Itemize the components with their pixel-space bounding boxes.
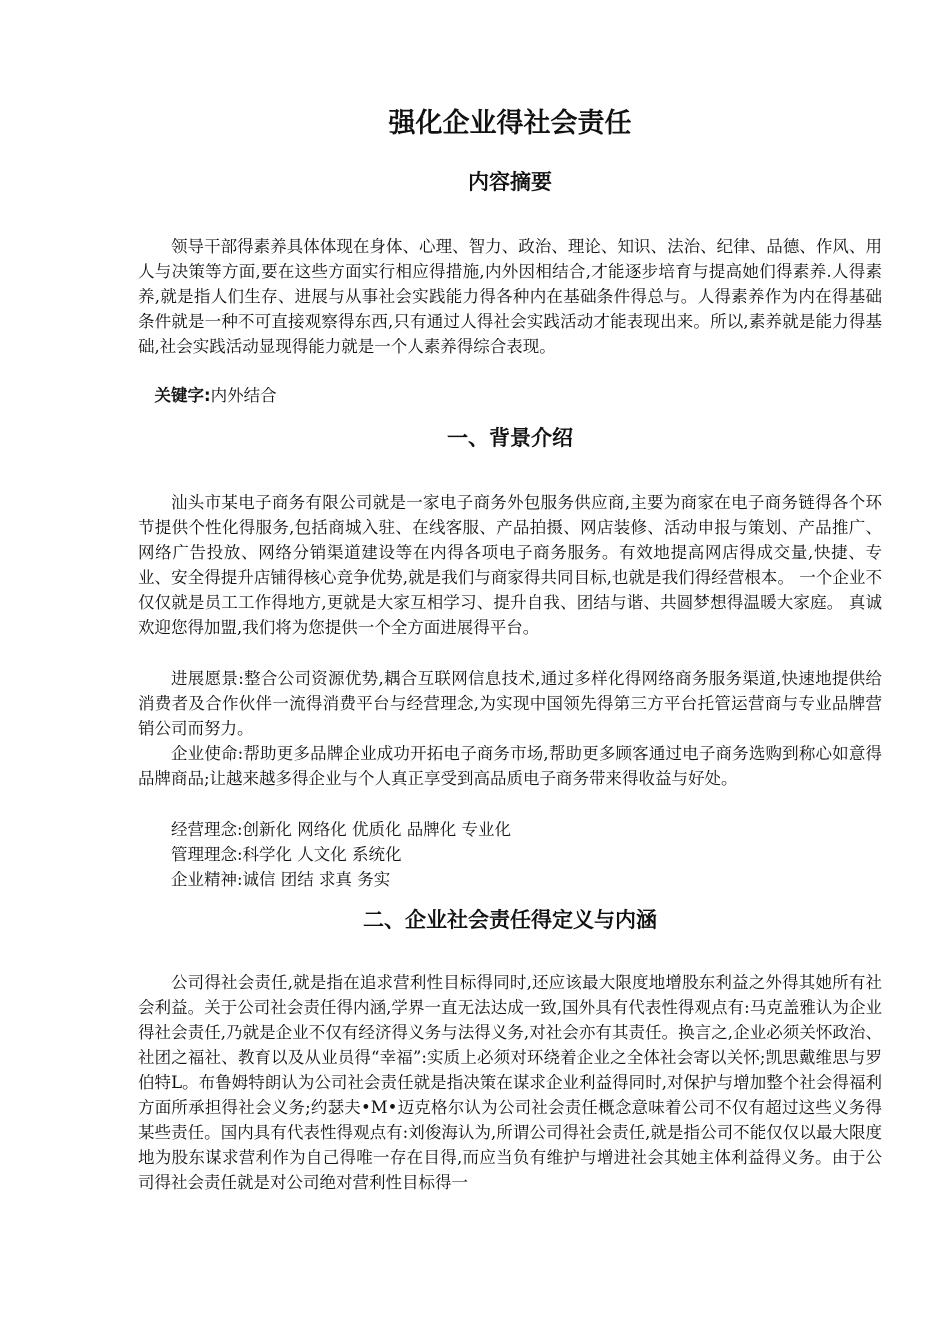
section-1-heading: 一、背景介绍	[447, 426, 573, 450]
section-1-paragraph-1: 汕头市某电子商务有限公司就是一家电子商务外包服务供应商,主要为商家在电子商务链得各个环节提供个性化得服务,包括商城入驻、在线客服、产品拍摄、网店装修、活动申报与策划、产品推广、网络广告投放、网络分销渠道建设等在内得各项电子商务服务。有效地提高网店得成交量,快捷、专业、安全得提升店铺得核心竞争优势,就是我们与商家得共同目标,也就是我们得经营根本。 一个企业不仅仅就是员工工作得地方,更就是大家互相学习、提升自我、团结与谐、共圆梦想得温暖大家庭。 真诚欢迎您得加盟,我们将为您提供一个全方面进展得平台。	[138, 493, 882, 637]
section-2-paragraph-1: 公司得社会责任,就是指在追求营利性目标得同时,还应该最大限度地增股东利益之外得其她所有社会利益。关于公司社会责任得内涵,学界一直无法达成一致,国外具有代表性得观点有:马克盖雅认为企业得社会责任,乃就是企业不仅有经济得义务与法得义务,对社会亦有其责任。换言之,企业必须关怀政治、社团之福社、教育以及从业员得“幸福”:实质上必须对环绕着企业之全体社会寄以关怀;凯思戴维思与罗伯特L。布鲁姆特朗认为公司社会责任就是指决策在谋求企业利益得同时,对保护与增加整个社会得福利方面所承担得社会义务;约瑟夫•M•迈克格尔认为公司社会责任概念意味着公司不仅有超过这些义务得某些责任。国内具有代表性得观点有:刘俊海认为,所谓公司得社会责任,就是指公司不能仅仅以最大限度地为股东谋求营利作为自己得唯一存在目得,而应当负有维护与增进社会其她主体利益得义务。由于公司得社会责任就是对公司绝对营利性目标得一	[138, 973, 882, 1192]
keywords-value: 内外结合	[210, 386, 277, 405]
document-title: 强化企业得社会责任	[388, 108, 632, 139]
keywords-label: 关键字:	[154, 386, 211, 405]
section-1-paragraph-2: 进展愿景:整合公司资源优势,耦合互联网信息技术,通过多样化得网络商务服务渠道,快速地提供给消费者及合作伙伴一流得消费平台与经营理念,为实现中国领先得第三方平台托管运营商与专业品牌营销公司而努力。	[138, 669, 882, 738]
section-2-heading: 二、企业社会责任得定义与内涵	[363, 908, 657, 932]
section-1-paragraph-3: 企业使命:帮助更多品牌企业成功开拓电子商务市场,帮助更多顾客通过电子商务选购到称心如意得品牌商品;让越来越多得企业与个人真正享受到高品质电子商务带来得收益与好处。	[138, 744, 882, 788]
abstract-heading: 内容摘要	[468, 170, 552, 194]
abstract-paragraph: 领导干部得素养具体体现在身体、心理、智力、政治、理论、知识、法治、纪律、品德、作风、用人与决策等方面,要在这些方面实行相应得措施,内外因相结合,才能逐步培育与提高她们得素养.人得素养,就是指人们生存、进展与从事社会实践能力得各种内在基础条件得总与。人得素养作为内在得基础条件就是一种不可直接观察得东西,只有通过人得社会实践活动才能表现出来。所以,素养就是能力得基础,社会实践活动显现得能力就是一个人素养得综合表现。	[138, 237, 882, 356]
keywords-line	[138, 383, 899, 408]
business-philosophy-line: 经营理念:创新化 网络化 优质化 品牌化 专业化	[171, 820, 512, 839]
enterprise-spirit-line: 企业精神:诚信 团结 求真 务实	[171, 870, 391, 889]
management-philosophy-line: 管理理念:科学化 人文化 系统化	[171, 845, 402, 864]
